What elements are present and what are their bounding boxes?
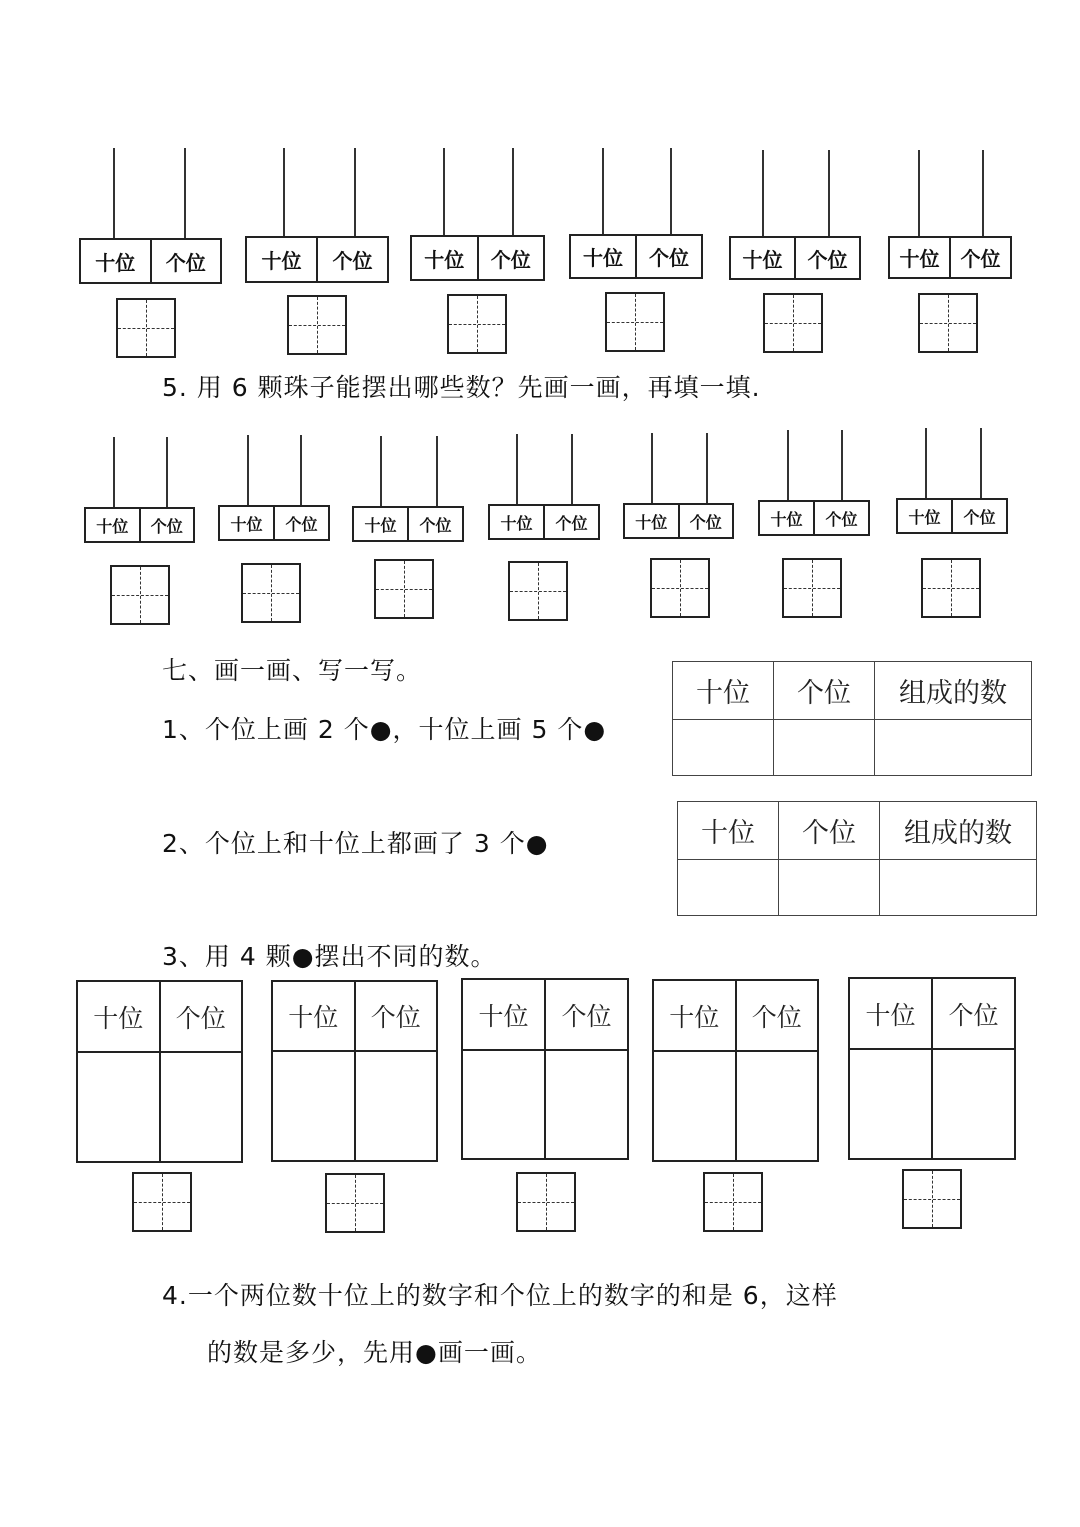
tens-cell[interactable] — [849, 1049, 932, 1159]
ones-header: 个位 — [736, 980, 819, 1051]
place-value-frame — [271, 980, 438, 1162]
answer-box[interactable] — [447, 294, 507, 354]
tens-label: 十位 — [731, 238, 796, 278]
ones-label: 个位 — [555, 513, 588, 533]
tens-header: 十位 — [678, 802, 779, 860]
ones-cell[interactable] — [545, 1050, 628, 1159]
answer-box[interactable] — [921, 558, 981, 618]
ones-label: 个位 — [150, 516, 183, 536]
tens-header: 十位 — [272, 981, 355, 1051]
ones-label: 个位 — [419, 515, 452, 535]
tens-label: 十位 — [571, 236, 637, 277]
tens-label: 十位 — [220, 507, 275, 539]
place-value-frame — [848, 977, 1016, 1160]
place-value-table-1 — [672, 661, 1032, 776]
ones-label: 个位 — [960, 247, 1001, 271]
ones-label: 个位 — [689, 512, 722, 532]
composed-number-cell[interactable] — [875, 720, 1032, 776]
ones-label: 个位 — [165, 250, 206, 275]
place-value-table-2 — [677, 801, 1037, 916]
answer-box[interactable] — [902, 1169, 962, 1229]
place-value-frame — [652, 979, 819, 1162]
question-5-text: 5. 用 6 颗珠子能摆出哪些数？先画一画，再填一填. — [162, 373, 761, 402]
tens-label: 十位 — [890, 238, 951, 277]
tens-header: 十位 — [77, 981, 160, 1052]
question-3-text: 3、用 4 颗●摆出不同的数。 — [162, 942, 497, 971]
composed-number-header: 组成的数 — [875, 662, 1032, 720]
place-value-frame — [76, 980, 243, 1163]
section-7-title: 七、画一画、写一写。 — [162, 656, 423, 685]
answer-box[interactable] — [918, 293, 978, 353]
tens-label: 十位 — [247, 238, 318, 281]
ones-header: 个位 — [779, 802, 880, 860]
ones-header: 个位 — [545, 979, 628, 1050]
ones-cell[interactable] — [779, 860, 880, 916]
tens-header: 十位 — [462, 979, 545, 1050]
tens-cell[interactable] — [272, 1051, 355, 1161]
tens-cell[interactable] — [462, 1050, 545, 1159]
ones-header: 个位 — [774, 662, 875, 720]
answer-box[interactable] — [650, 558, 710, 618]
composed-number-cell[interactable] — [880, 860, 1037, 916]
question-1-text: 1、个位上画 2 个●，十位上画 5 个● — [162, 715, 607, 744]
ones-header: 个位 — [160, 981, 243, 1052]
ones-label: 个位 — [825, 509, 858, 529]
ones-label: 个位 — [332, 249, 373, 273]
tens-cell[interactable] — [673, 720, 774, 776]
tens-label: 十位 — [81, 240, 152, 282]
answer-box[interactable] — [374, 559, 434, 619]
tens-label: 十位 — [86, 509, 141, 541]
ones-header: 个位 — [355, 981, 438, 1051]
ones-label: 个位 — [490, 247, 531, 272]
ones-cell[interactable] — [355, 1051, 438, 1161]
answer-box[interactable] — [325, 1173, 385, 1233]
tens-header: 十位 — [849, 978, 932, 1049]
tens-label: 十位 — [354, 508, 409, 540]
ones-cell[interactable] — [774, 720, 875, 776]
tens-label: 十位 — [760, 502, 815, 534]
answer-box[interactable] — [703, 1172, 763, 1232]
tens-label: 十位 — [898, 500, 953, 532]
tens-cell[interactable] — [653, 1051, 736, 1161]
ones-label: 个位 — [963, 507, 996, 527]
answer-box[interactable] — [287, 295, 347, 355]
tens-cell[interactable] — [77, 1052, 160, 1162]
ones-cell[interactable] — [932, 1049, 1015, 1159]
answer-box[interactable] — [605, 292, 665, 352]
ones-cell[interactable] — [160, 1052, 243, 1162]
answer-box[interactable] — [763, 293, 823, 353]
question-4-line-2: 的数是多少，先用●画一画。 — [207, 1338, 542, 1367]
answer-box[interactable] — [116, 298, 176, 358]
place-value-frame — [461, 978, 629, 1160]
answer-box[interactable] — [241, 563, 301, 623]
answer-box[interactable] — [508, 561, 568, 621]
tens-label: 十位 — [412, 237, 479, 279]
tens-cell[interactable] — [678, 860, 779, 916]
ones-label: 个位 — [285, 514, 318, 534]
answer-box[interactable] — [132, 1172, 192, 1232]
ones-cell[interactable] — [736, 1051, 819, 1161]
question-2-text: 2、个位上和十位上都画了 3 个● — [162, 829, 549, 858]
tens-header: 十位 — [653, 980, 736, 1051]
answer-box[interactable] — [516, 1172, 576, 1232]
answer-box[interactable] — [110, 565, 170, 625]
tens-label: 十位 — [625, 505, 680, 537]
tens-label: 十位 — [490, 506, 545, 538]
answer-box[interactable] — [782, 558, 842, 618]
ones-label: 个位 — [649, 246, 689, 270]
composed-number-header: 组成的数 — [880, 802, 1037, 860]
ones-header: 个位 — [932, 978, 1015, 1049]
tens-header: 十位 — [673, 662, 774, 720]
question-4-line-1: 4.一个两位数十位上的数字和个位上的数字的和是 6，这样 — [162, 1281, 838, 1310]
ones-label: 个位 — [807, 247, 848, 272]
